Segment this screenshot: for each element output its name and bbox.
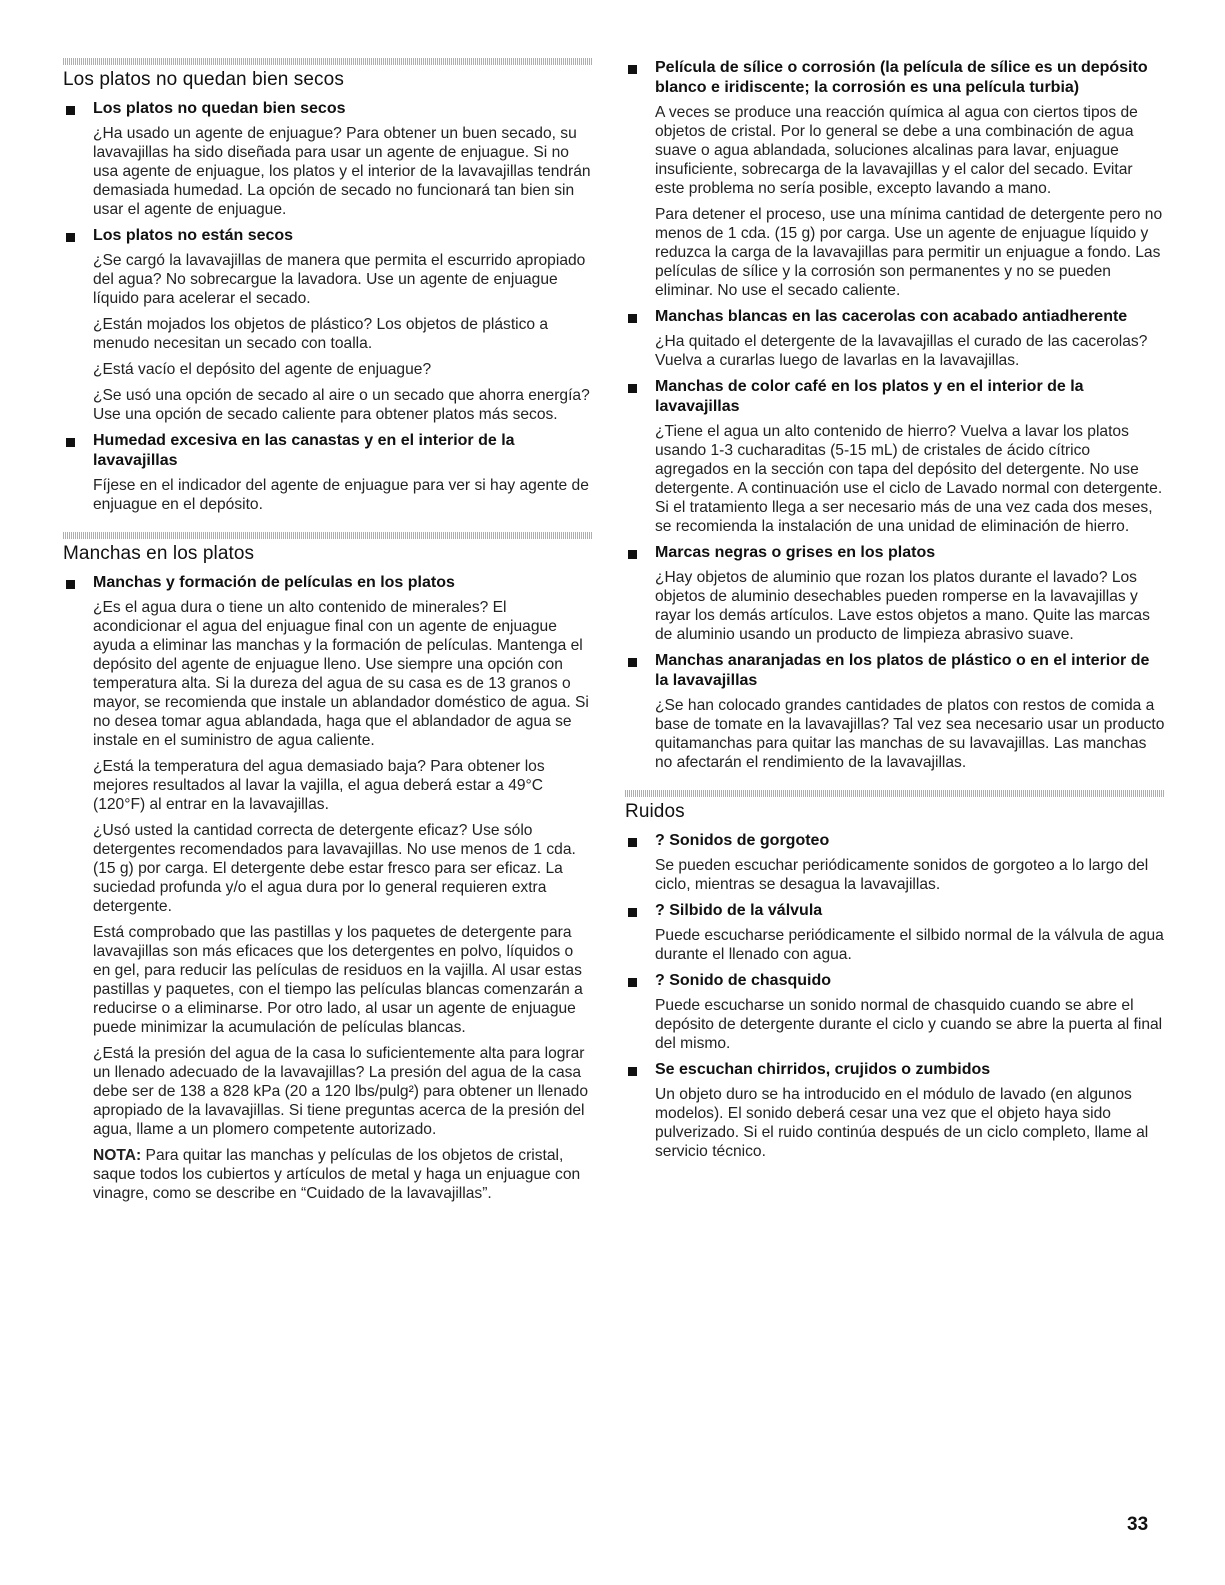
note-label: NOTA: (93, 1147, 142, 1164)
item-paragraph: ¿Se han colocado grandes cantidades de platos con restos de comida a base de tomate en la lavavajillas? Tal vez sea necesario usar un producto quitamanchas para quitar las manchas de su lavavajillas. Las manchas no afectarán el rendimiento de la lavavajillas. (655, 697, 1165, 771)
item-paragraph: ¿Usó usted la cantidad correcta de detergente eficaz? Use sólo detergentes recomendados para lavavajillas. No use menos de 1 cda. (15 g) por carga. El detergente debe estar fresco para ser eficaz. La suciedad profunda y/o el agua dura por lo general requieren extra detergente. (93, 822, 576, 915)
bullet-icon (628, 978, 637, 987)
item-title: ? Sonidos de gorgoteo (655, 832, 830, 849)
page-number: 33 (1127, 1514, 1149, 1535)
item-title: Los platos no están secos (93, 227, 294, 244)
troubleshooting-item (625, 543, 1165, 644)
section-platos-no-secos (63, 58, 593, 514)
item-title: ? Silbido de la válvula (655, 902, 823, 919)
troubleshooting-item (63, 226, 593, 424)
right-column (625, 58, 1165, 1179)
item-title: Manchas de color café en los platos y en el interior de la lavavajillas (655, 378, 1084, 415)
section-divider (63, 58, 593, 65)
bullet-icon (628, 384, 637, 393)
troubleshooting-item (625, 377, 1165, 536)
item-paragraph: ¿Están mojados los objetos de plástico? Los objetos de plástico a menudo necesitan un secado con toalla. (93, 316, 549, 352)
section-divider (63, 532, 593, 539)
item-title: ? Sonido de chasquido (655, 972, 831, 989)
troubleshooting-item (63, 99, 593, 219)
item-paragraph: Puede escucharse un sonido normal de chasquido cuando se abre el depósito de detergente durante el ciclo y cuando se abre la puerta al final del mismo. (655, 997, 1163, 1052)
bullet-icon (66, 580, 75, 589)
item-paragraph: ¿Es el agua dura o tiene un alto contenido de minerales? El acondicionar el agua del enjuague final con un agente de enjuague ayuda a eliminar las manchas y la formación de películas. Mantenga el depósito del agente de enjuague lleno. Use siempre una opción con temperatura alta. Si la dureza del agua de su casa es de 13 granos o mayor, se recomienda que instale un ablandador doméstico de agua. Si no desea tomar agua ablandada, haga que el ablandador de agua se instale en el suministro de agua caliente. (93, 599, 589, 749)
item-title: Marcas negras o grises en los platos (655, 544, 936, 561)
troubleshooting-item (625, 831, 1165, 894)
troubleshooting-item (625, 1060, 1165, 1161)
bullet-icon (628, 550, 637, 559)
item-paragraph: ¿Se cargó la lavavajillas de manera que permita el escurrido apropiado del agua? No sobrecargue la lavadora. Use un agente de enjuague líquido para acelerar el secado. (93, 252, 586, 307)
item-paragraph: ¿Tiene el agua un alto contenido de hierro? Vuelva a lavar los platos usando 1-3 cucharaditas (5-15 mL) de cristales de ácido cítrico agregados en la sección con tapa del depósito del detergente. No use detergente. A continuación use el ciclo de Lavado normal con detergente. Si el tratamiento llega a ser necesario más de una vez cada dos meses, se recomienda la instalación de una unidad de eliminación de hierro. (655, 423, 1163, 535)
item-paragraph: ¿Se usó una opción de secado al aire o un secado que ahorra energía? Use una opción de secado caliente para obtener platos más secos. (93, 387, 590, 423)
bullet-icon (66, 438, 75, 447)
bullet-icon (66, 106, 75, 115)
section-manchas (63, 532, 593, 1203)
item-paragraph: ¿Ha usado un agente de enjuague? Para obtener un buen secado, su lavavajillas ha sido diseñada para usar un agente de enjuague. Si no usa agente de enjuague, los platos y el interior de la lavavajillas tendrán demasiada humedad. La opción de secado no funcionará tan bien sin usar el agente de enjuague. (93, 125, 591, 218)
section-title: Manchas en los platos (63, 543, 255, 564)
item-title: Se escuchan chirridos, crujidos o zumbidos (655, 1061, 991, 1078)
item-paragraph: Un objeto duro se ha introducido en el módulo de lavado (en algunos modelos). El sonido deberá cesar una vez que el objeto haya sido pulverizado. Si el ruido continúa después de un ciclo completo, llame al servicio técnico. (655, 1086, 1149, 1160)
item-paragraph: A veces se produce una reacción química al agua con ciertos tipos de objetos de cristal. Por lo general se debe a una combinación de agua suave o agua ablandada, soluciones alcalinas para lavar, enjuague insuficiente, sobrecarga de la lavavajillas y el calor del secado. Evitar este problema no sería posible, excepto lavando a mano. (655, 104, 1138, 197)
bullet-icon (66, 233, 75, 242)
troubleshooting-item (625, 651, 1165, 772)
bullet-icon (628, 314, 637, 323)
troubleshooting-item (63, 431, 593, 514)
bullet-icon (628, 908, 637, 917)
item-paragraph: Está comprobado que las pastillas y los paquetes de detergente para lavavajillas son más eficaces que los detergentes en polvo, líquidos o en gel, para reducir las películas de residuos en la vajilla. Al usar estas pastillas y paquetes, con el tiempo las películas blancas comenzarán a reducirse o a eliminarse. Por otro lado, al usar un agente de enjuague puede minimizar la acumulación de películas blancas. (93, 924, 583, 1036)
section-divider (625, 790, 1165, 797)
note-text: Para quitar las manchas y películas de los objetos de cristal, saque todos los cubiertos y artículos de metal y haga un enjuague con vinagre, como se describe en “Cuidado de la lavavajillas”. (93, 1147, 581, 1202)
section-manchas-continued (625, 58, 1165, 772)
section-ruidos (625, 790, 1165, 1161)
section-title: Ruidos (625, 801, 685, 822)
item-title: Los platos no quedan bien secos (93, 100, 346, 117)
item-paragraph: ¿Está la presión del agua de la casa lo suficientemente alta para lograr un llenado adecuado de la lavavajillas? La presión del agua de la casa debe ser de 138 a 828 kPa (20 a 120 lbs/pulg²) para obtener un llenado apropiado de la lavavajillas. Si tiene preguntas acerca de la presión del agua, llame a un plomero competente autorizado. (93, 1045, 589, 1138)
item-title: Manchas y formación de películas en los platos (93, 574, 455, 591)
item-title: Manchas anaranjadas en los platos de plástico o en el interior de la lavavajillas (655, 652, 1150, 689)
item-paragraph: Se pueden escuchar periódicamente sonidos de gorgoteo a lo largo del ciclo, mientras se desagua la lavavajillas. (655, 857, 1149, 893)
item-title: Manchas blancas en las cacerolas con acabado antiadherente (655, 308, 1128, 325)
troubleshooting-item (625, 58, 1165, 300)
item-title: Humedad excesiva en las canastas y en el interior de la lavavajillas (93, 432, 515, 469)
item-paragraph: ¿Está la temperatura del agua demasiado baja? Para obtener los mejores resultados al lavar la vajilla, el agua deberá estar a 49°C (120°F) al entrar en la lavavajillas. (93, 758, 545, 813)
troubleshooting-item (625, 971, 1165, 1053)
left-column (63, 58, 593, 1221)
bullet-icon (628, 838, 637, 847)
troubleshooting-item (625, 307, 1165, 370)
item-paragraph: Puede escucharse periódicamente el silbido normal de la válvula de agua durante el llenado con agua. (655, 927, 1164, 963)
bullet-icon (628, 658, 637, 667)
troubleshooting-item (625, 901, 1165, 964)
bullet-icon (628, 65, 637, 74)
item-paragraph: Para detener el proceso, use una mínima cantidad de detergente pero no menos de 1 cda. (15 g) por carga. Use un agente de enjuague líquido y reduzca la carga de la lavavajillas para permitir un enjuague a fondo. Las películas de sílice y la corrosión son permanentes y no se pueden eliminar. No use el secado caliente. (655, 206, 1163, 299)
item-paragraph: ¿Ha quitado el detergente de la lavavajillas el curado de las cacerolas? Vuelva a curarlas luego de lavarlas en la lavavajillas. (655, 333, 1148, 369)
section-title: Los platos no quedan bien secos (63, 69, 344, 90)
bullet-icon (628, 1067, 637, 1076)
item-title: Película de sílice o corrosión (la película de sílice es un depósito blanco e iridiscente; la corrosión es una película turbia) (655, 59, 1148, 96)
item-paragraph: Fíjese en el indicador del agente de enjuague para ver si hay agente de enjuague en el depósito. (93, 477, 589, 513)
item-paragraph: ¿Hay objetos de aluminio que rozan los platos durante el lavado? Los objetos de aluminio desechables pueden romperse en la lavavajillas y rayar los demás artículos. Lave estos objetos a mano. Quite las marcas de aluminio usando un producto de limpieza abrasivo suave. (655, 569, 1150, 643)
troubleshooting-item (63, 573, 593, 1203)
item-paragraph: ¿Está vacío el depósito del agente de enjuague? (93, 361, 432, 378)
note-paragraph (93, 1146, 593, 1203)
